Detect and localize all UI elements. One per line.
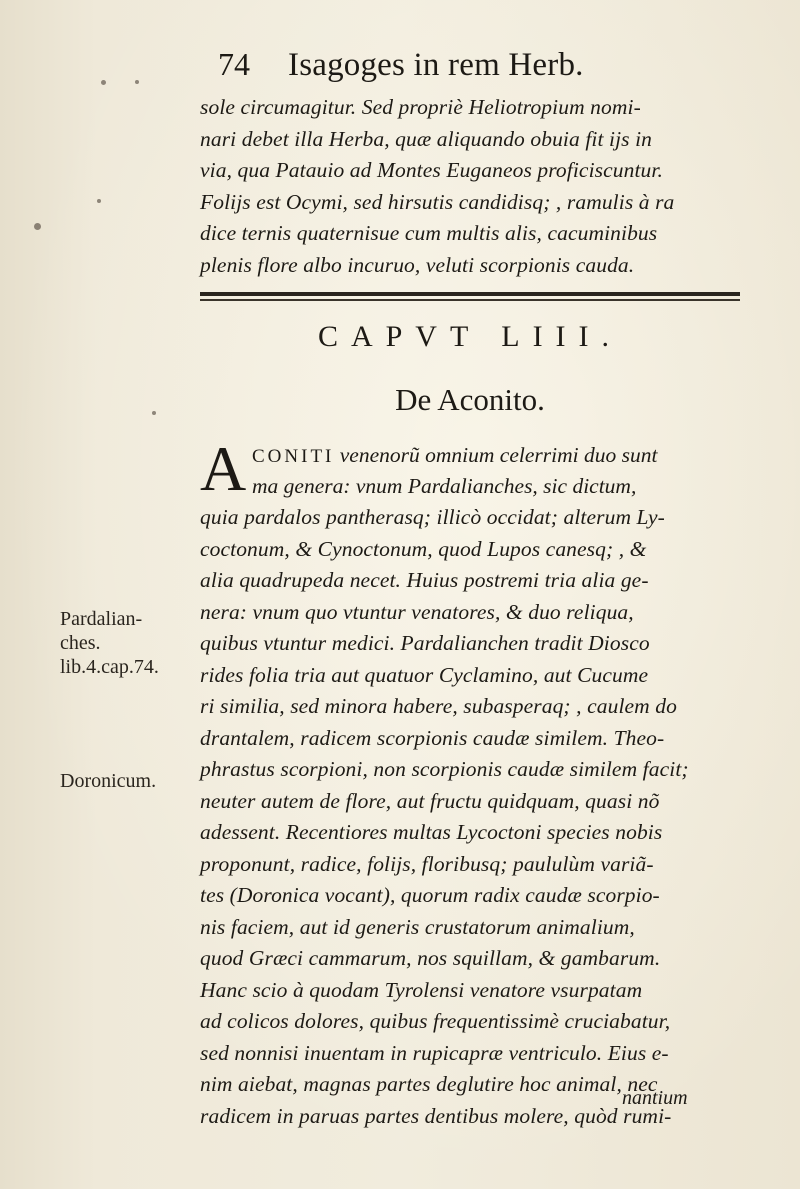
text-line: drantalem, radicem scorpionis caudæ similem. Theo- (200, 725, 665, 750)
text-line: quod Græci cammarum, nos squillam, & gambarum. (200, 946, 661, 970)
text-line: plenis flore albo incuruo, veluti scorpionis cauda. (200, 252, 635, 277)
first-word-caps: CONITI (252, 446, 335, 467)
second-line: ma genera: vnum Pardalianches, sic dictum, (252, 474, 637, 498)
ink-spot (34, 223, 41, 230)
margin-note-line: lib.4.cap.74. (60, 656, 159, 678)
margin-note-pardalianches (60, 607, 159, 679)
text-line: via, qua Patauio ad Montes Euganeos proficiscuntur. (200, 158, 663, 182)
section-rule-thin (200, 299, 740, 301)
margin-note-doronicum (60, 769, 156, 793)
text-line: alia quadrupeda necet. Huius postremi tria alia ge- (200, 568, 649, 592)
text-line: Hanc scio à quodam Tyrolensi venatore vsurpatam (200, 977, 643, 1002)
text-line: nera: vnum quo vtuntur venatores, & duo reliqua, (200, 599, 634, 624)
margin-note-line: Pardalian- (60, 608, 143, 630)
body-paragraph (200, 502, 770, 1132)
ink-spot (101, 80, 106, 85)
text-line: adessent. Recentiores multas Lycoctoni species nobis (200, 820, 663, 844)
text-line: radicem in paruas partes dentibus molere, quòd rumi- (200, 1103, 672, 1128)
margin-note-line: Doronicum. (60, 770, 157, 792)
text-line: quia pardalos pantherasq; illicò occidat; alterum Ly- (200, 505, 665, 529)
text-line: ri similia, sed minora habere, subasperaq; , caulem do (200, 694, 677, 718)
text-line: Folijs est Ocymi, sed hirsutis candidisq; , ramulis à ra (200, 189, 675, 214)
text-line: proponunt, radice, folijs, floribusq; paululùm variã- (200, 851, 654, 876)
text-line: coctonum, & Cynoctonum, quod Lupos canesq; , & (200, 536, 647, 561)
text-line: ad colicos dolores, quibus frequentissimè cruciabatur, (200, 1009, 671, 1033)
page-number: 74 (218, 46, 250, 82)
chapter-title: CAPVT LIII. (317, 320, 623, 353)
top-paragraph (200, 92, 770, 281)
text-line: sed nonnisi inuentam in rupicapræ ventriculo. Eius e- (200, 1040, 669, 1065)
ink-spot (135, 80, 139, 84)
first-line-text: venenorũ omnium celerrimi duo sunt (339, 443, 658, 467)
text-line: tes (Doronica vocant), quorum radix caudæ scorpio- (200, 883, 660, 907)
margin-note-line: ches. (60, 632, 101, 654)
drop-cap: A (200, 433, 247, 504)
catchword: nantium (622, 1087, 688, 1109)
text-line: phrastus scorpioni, non scorpionis caudæ similem facit; (200, 757, 689, 781)
section-rule (200, 292, 740, 296)
ink-spot (97, 199, 101, 203)
text-line: quibus vtuntur medici. Pardalianchen tradit Diosco (200, 631, 650, 655)
text-line: nis faciem, aut id generis crustatorum animalium, (200, 914, 635, 939)
running-title: Isagoges in rem Herb. (288, 47, 584, 83)
text-line: nari debet illa Herba, quæ aliquando obuia fit ijs in (200, 126, 653, 151)
chapter-subtitle: De Aconito. (395, 382, 545, 417)
text-line: sole circumagitur. Sed propriè Heliotropium nomi- (200, 95, 641, 119)
text-line: neuter autem de flore, aut fructu quidquam, quasi nõ (200, 788, 660, 813)
first-line (252, 440, 657, 473)
text-line: rides folia tria aut quatuor Cyclamino, aut Cucume (200, 662, 649, 687)
text-line: dice ternis quaternisue cum multis alis, cacuminibus (200, 221, 658, 245)
ink-spot (152, 411, 156, 415)
running-head (218, 46, 638, 90)
text-line: nim aiebat, magnas partes deglutire hoc animal, nec (200, 1072, 658, 1096)
